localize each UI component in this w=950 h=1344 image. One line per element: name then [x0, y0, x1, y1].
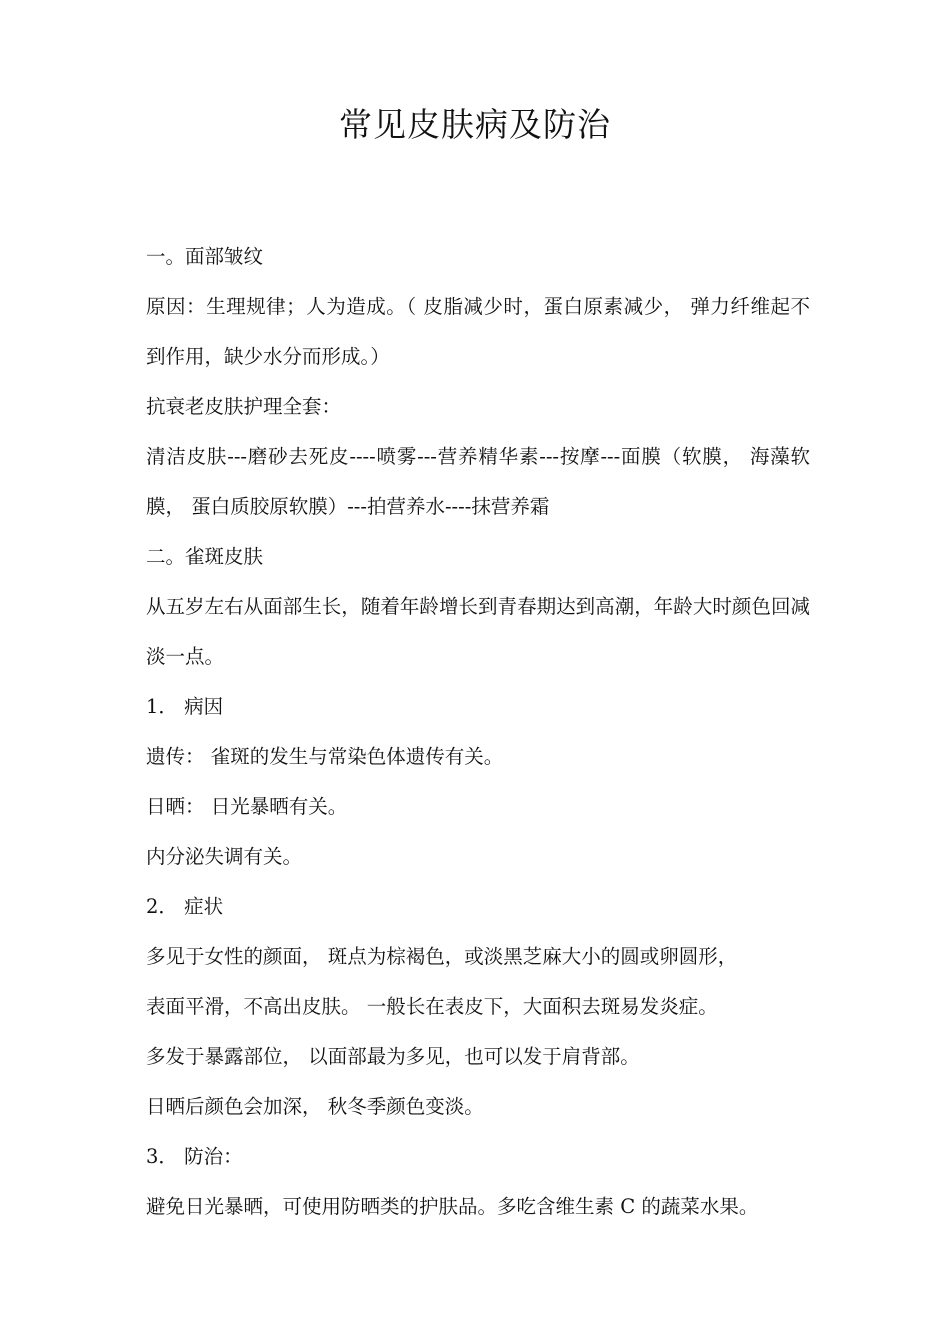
paragraph-anti-aging-steps: 清洁皮肤---磨砂去死皮----喷雾---营养精华素---按摩---面膜（软膜， 海藻软膜， 蛋白质胶原软膜）---拍营养水----抹营养霜 [146, 445, 810, 518]
paragraph-symptom-2: 表面平滑，不高出皮肤。 一般长在表皮下，大面积去斑易发炎症。 [146, 995, 718, 1018]
paragraph-freckle-intro: 从五岁左右从面部生长，随着年龄增长到青春期达到高潮，年龄大时颜色回减淡一点。 [146, 595, 810, 668]
heading-facial-wrinkles: 一。面部皱纹 [146, 245, 264, 268]
document-title: 常见皮肤病及防治 [339, 105, 611, 144]
paragraph-symptom-3: 多发于暴露部位， 以面部最为多见，也可以发于肩背部。 [146, 1045, 640, 1068]
paragraph-wrinkle-cause: 原因：生理规律；人为造成。（ 皮脂减少时，蛋白原素减少， 弹力纤维起不到作用，缺少水分而形成。） [146, 295, 810, 368]
paragraph-endocrine: 内分泌失调有关。 [146, 845, 303, 868]
document-body [146, 232, 810, 1232]
paragraph-anti-aging-label: 抗衰老皮肤护理全套： [146, 395, 342, 418]
subheading-prevention: 3． 防治： [146, 1145, 243, 1168]
paragraph-symptom-1: 多见于女性的颜面， 斑点为棕褐色，或淡黑芝麻大小的圆或卵圆形， [146, 945, 738, 968]
heading-freckle-skin: 二。雀斑皮肤 [146, 545, 264, 568]
paragraph-genetics: 遗传： 雀斑的发生与常染色体遗传有关。 [146, 745, 504, 768]
paragraph-prevention: 避免日光暴晒，可使用防晒类的护肤品。多吃含维生素 C 的蔬菜水果。 [146, 1195, 759, 1218]
subheading-cause: 1． 病因 [146, 695, 224, 718]
subheading-symptoms: 2． 症状 [146, 895, 224, 918]
paragraph-sun-exposure: 日晒： 日光暴晒有关。 [146, 795, 348, 818]
paragraph-symptom-4: 日晒后颜色会加深， 秋冬季颜色变淡。 [146, 1095, 484, 1118]
